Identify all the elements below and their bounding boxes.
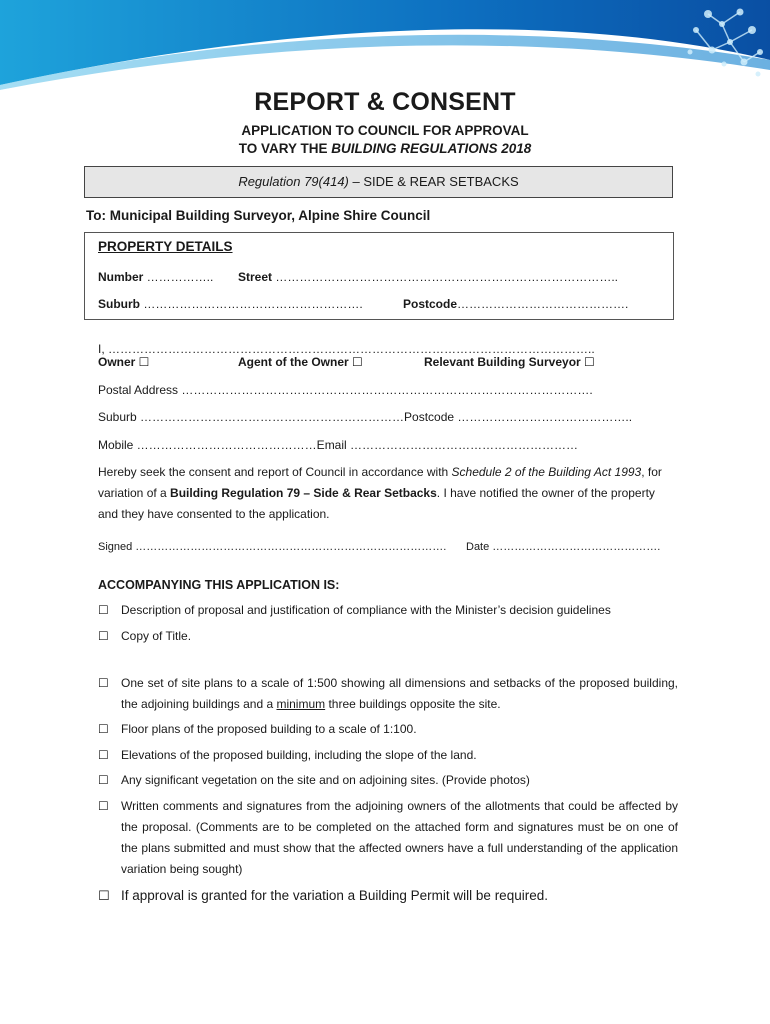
signed-field[interactable]: Signed …………………………………………………………………………. [98, 541, 447, 553]
regulation-box [84, 166, 673, 198]
street-field[interactable]: Street ………………………………………………………………………….. [238, 270, 619, 284]
checkbox-icon[interactable]: ☐ [98, 676, 109, 690]
checkbox-icon[interactable]: ☐ [98, 722, 109, 736]
surveyor-checkbox[interactable]: Relevant Building Surveyor ☐ [424, 355, 595, 369]
mobile-email-field[interactable]: Mobile ………………………………………Email ………………………………………………… [98, 438, 579, 452]
checkbox-icon[interactable]: ☐ [98, 888, 110, 903]
checkbox-icon[interactable]: ☐ [98, 629, 109, 643]
checkbox-icon[interactable]: ☐ [98, 603, 109, 617]
property-details-box [84, 232, 674, 320]
checkbox-icon[interactable]: ☐ [98, 799, 109, 813]
owner-checkbox[interactable]: Owner ☐ [98, 355, 150, 369]
list-item[interactable]: ☐ Copy of Title. [98, 626, 678, 647]
checkbox-icon[interactable]: ☐ [98, 773, 109, 787]
number-field[interactable]: Number …………….. [98, 270, 214, 284]
subtitle-line2 [0, 141, 770, 156]
subtitle-line1: APPLICATION TO COUNCIL FOR APPROVAL [241, 123, 529, 138]
list-item[interactable]: ☐ Written comments and signatures from the adjoining owners of the allotments that could be affected by the proposal. (Comments are to be completed on the attached form and signatures must be on one of the plans submitted and must show that the affected owners have a full understanding of the application variation being sought) [98, 796, 678, 880]
accompanying-heading: ACCOMPANYING THIS APPLICATION IS: [98, 578, 340, 592]
checkbox-icon[interactable]: ☐ [98, 748, 109, 762]
regulation-title: – SIDE & REAR SETBACKS [348, 174, 519, 189]
subtitle-emphasis: BUILDING REGULATIONS 2018 [331, 141, 532, 156]
list-item[interactable]: ☐ Any significant vegetation on the site and on adjoining sites. (Provide photos) [98, 770, 678, 791]
property-postcode-field[interactable]: Postcode……………………………………. [403, 297, 629, 311]
list-item[interactable]: ☐ Description of proposal and justification of compliance with the Minister’s decision guidelines [98, 600, 678, 621]
agent-checkbox[interactable]: Agent of the Owner ☐ [238, 355, 363, 369]
list-item[interactable]: ☐ Floor plans of the proposed building to a scale of 1:100. [98, 719, 678, 740]
applicant-suburb-postcode-field[interactable]: Suburb …………………………………………………………Postcode …………………………………….. [98, 410, 633, 424]
list-item[interactable]: ☐ One set of site plans to a scale of 1:500 showing all dimensions and setbacks of the proposed building, the adjoining buildings and a minimum three buildings opposite the site. [98, 673, 678, 715]
recipient-line: To: Municipal Building Surveyor, Alpine Shire Council [86, 208, 431, 223]
consent-paragraph: Hereby seek the consent and report of Council in accordance with Schedule 2 of the Building Act 1993, for variation of a Building Regulation 79 – Side & Rear Setbacks. I have notified the owner of the property and they have consented to the application. [98, 465, 662, 521]
postal-address-field[interactable]: Postal Address …………………………………………………………………………………………. [98, 383, 593, 397]
property-details-heading: PROPERTY DETAILS [98, 239, 233, 254]
list-item[interactable]: ☐ If approval is granted for the variation a Building Permit will be required. [98, 885, 678, 906]
date-field[interactable]: Date ………………………………………. [466, 541, 661, 553]
page-title: REPORT & CONSENT [254, 88, 516, 116]
property-suburb-field[interactable]: Suburb ………………………………………………. [98, 297, 363, 311]
subtitle-prefix: TO VARY THE [238, 141, 332, 156]
regulation-number: Regulation 79(414) [238, 174, 349, 189]
list-item[interactable]: ☐ Elevations of the proposed building, including the slope of the land. [98, 745, 678, 766]
header-swoosh [0, 0, 770, 90]
applicant-name-field[interactable]: I, ………………………………………………………………………………………………………….. [98, 342, 595, 356]
